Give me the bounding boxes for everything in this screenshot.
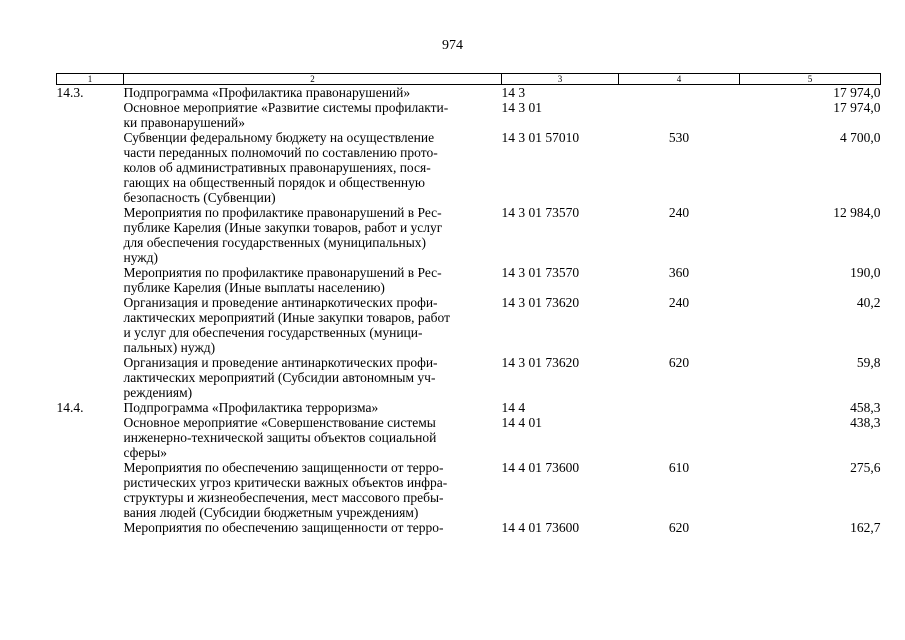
- row-code: 14 3 01: [501, 100, 542, 115]
- row-number: [57, 130, 124, 205]
- row-code: 14 3 01 73620: [501, 295, 580, 310]
- column-number-2: 2: [124, 74, 502, 85]
- row-name-line: пальных) нужд): [123, 340, 216, 355]
- row-amount: 4 700,0: [840, 130, 881, 145]
- row-name-line: реждениям): [123, 385, 193, 400]
- row-name-line: Основное мероприятие «Развитие системы профилакти-: [123, 100, 449, 115]
- row-code: 14 3 01 73570: [501, 265, 580, 280]
- row-expense-type: 530: [668, 130, 690, 145]
- row-name-line: Основное мероприятие «Совершенствование системы: [123, 415, 436, 430]
- column-number-row: [57, 74, 881, 85]
- row-amount: 458,3: [850, 400, 881, 415]
- row-amount: 438,3: [850, 415, 881, 430]
- row-number: [57, 265, 124, 295]
- row-expense-type: [619, 100, 740, 130]
- row-name-line: Подпрограмма «Профилактика терроризма»: [123, 400, 379, 415]
- row-code: 14 4 01: [501, 415, 542, 430]
- row-code: 14 4 01 73600: [501, 520, 580, 535]
- row-name-line: и услуг для обеспечения государственных (муници-: [123, 325, 423, 340]
- row-name-line: ристических угроз критически важных объектов инфра-: [123, 475, 448, 490]
- row-expense-type: 610: [668, 460, 690, 475]
- page-number: 974: [442, 38, 463, 53]
- row-amount: 275,6: [850, 460, 881, 475]
- row-code: 14 3 01 73620: [501, 355, 580, 370]
- row-expense-type: [619, 85, 740, 101]
- row-name: [124, 295, 502, 355]
- table-row: [57, 100, 881, 130]
- row-name: [124, 415, 502, 460]
- row-name-line: публике Карелия (Иные выплаты населению): [123, 280, 385, 295]
- row-name-line: для обеспечения государственных (муниципальных): [123, 235, 427, 250]
- row-name: [124, 460, 502, 520]
- row-name-line: лактических мероприятий (Субсидии автономным уч-: [123, 370, 436, 385]
- row-name: [124, 520, 502, 535]
- row-name-line: Субвенции федеральному бюджету на осуществление: [123, 130, 435, 145]
- row-name-line: Мероприятия по профилактике правонарушений в Рес-: [123, 205, 442, 220]
- table-row: [57, 355, 881, 400]
- row-expense-type: 240: [668, 295, 690, 310]
- row-name-line: сферы»: [123, 445, 167, 460]
- row-amount: 190,0: [850, 265, 881, 280]
- row-name: [124, 85, 502, 101]
- row-name-line: безопасность (Субвенции): [123, 190, 276, 205]
- row-name-line: публике Карелия (Иные закупки товаров, работ и услуг: [123, 220, 443, 235]
- row-amount: 17 974,0: [833, 100, 881, 115]
- row-expense-type: 620: [668, 520, 690, 535]
- row-expense-type: [619, 415, 740, 460]
- row-name: [124, 130, 502, 205]
- row-number: [57, 415, 124, 460]
- row-number: [57, 520, 124, 535]
- row-name-line: Организация и проведение антинаркотических профи-: [123, 295, 438, 310]
- row-amount: 12 984,0: [833, 205, 881, 220]
- table-row: [57, 415, 881, 460]
- row-number: 14.4.: [56, 400, 84, 415]
- row-name-line: вания людей (Субсидии бюджетным учреждениям): [123, 505, 419, 520]
- row-expense-type: [619, 400, 740, 415]
- column-number-5: 5: [740, 74, 881, 85]
- row-name: [124, 205, 502, 265]
- table-row: [57, 205, 881, 265]
- row-name-line: колов об административных правонарушениях, пося-: [123, 160, 431, 175]
- row-name-line: части переданных полномочий по составлению прото-: [123, 145, 438, 160]
- row-code: 14 4: [501, 400, 526, 415]
- row-code: 14 4 01 73600: [501, 460, 580, 475]
- column-number-3: 3: [502, 74, 619, 85]
- row-expense-type: 620: [668, 355, 690, 370]
- row-name-line: Мероприятия по обеспечению защищенности от терро-: [123, 460, 444, 475]
- row-number: [57, 295, 124, 355]
- row-expense-type: 240: [668, 205, 690, 220]
- table-body: [57, 85, 881, 536]
- row-name-line: нужд): [123, 250, 158, 265]
- row-number: [57, 100, 124, 130]
- row-code: 14 3 01 57010: [501, 130, 580, 145]
- table-row: [57, 520, 881, 535]
- row-name-line: Подпрограмма «Профилактика правонарушений»: [123, 85, 411, 100]
- column-number-4: 4: [619, 74, 740, 85]
- table-row: [57, 295, 881, 355]
- row-number: [57, 355, 124, 400]
- row-name: [124, 265, 502, 295]
- row-amount: 162,7: [850, 520, 881, 535]
- table-row: [57, 265, 881, 295]
- row-name: [124, 100, 502, 130]
- row-expense-type: 360: [668, 265, 690, 280]
- row-number: [57, 460, 124, 520]
- row-name-line: структуры и жизнеобеспечения, мест массового пребы-: [123, 490, 444, 505]
- table-row: [57, 130, 881, 205]
- row-name-line: Мероприятия по профилактике правонарушений в Рес-: [123, 265, 442, 280]
- table-row: [57, 400, 881, 415]
- row-name: [124, 355, 502, 400]
- row-name-line: инженерно-технической защиты объектов социальной: [123, 430, 437, 445]
- table-row: [57, 460, 881, 520]
- row-name-line: лактических мероприятий (Иные закупки товаров, работ: [123, 310, 451, 325]
- table-row: [57, 85, 881, 101]
- row-name-line: Мероприятия по обеспечению защищенности от терро-: [123, 520, 444, 535]
- row-amount: 17 974,0: [833, 85, 881, 100]
- column-number-1: 1: [57, 74, 124, 85]
- row-name-line: гающих на общественный порядок и общественную: [123, 175, 425, 190]
- row-name: [124, 400, 502, 415]
- row-number: [57, 205, 124, 265]
- budget-table: [56, 73, 881, 535]
- row-code: 14 3 01 73570: [501, 205, 580, 220]
- row-name-line: Организация и проведение антинаркотических профи-: [123, 355, 438, 370]
- row-code: 14 3: [501, 85, 526, 100]
- row-name-line: ки правонарушений»: [123, 115, 246, 130]
- row-amount: 59,8: [856, 355, 881, 370]
- row-amount: 40,2: [856, 295, 881, 310]
- row-number: 14.3.: [56, 85, 84, 100]
